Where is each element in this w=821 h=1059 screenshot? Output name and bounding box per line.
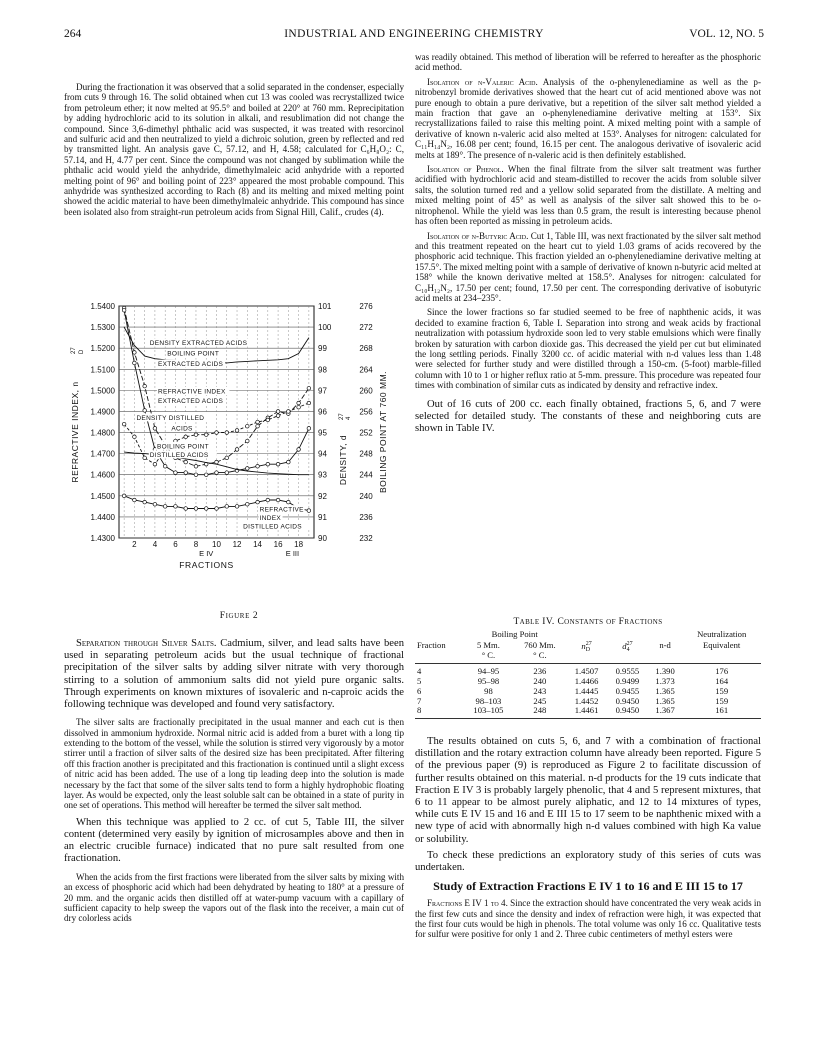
table-cell: 7 <box>417 695 422 706</box>
series-point <box>245 439 249 443</box>
series-point <box>276 462 280 466</box>
x-axis-label: FRACTIONS <box>179 560 234 570</box>
series-point <box>297 448 301 452</box>
series-point <box>194 433 198 437</box>
x-tick-label: 14 <box>253 540 263 549</box>
table-cell: 95–98 <box>477 676 500 687</box>
bp-tick-label: 260 <box>359 386 373 396</box>
th-760mm: 760 Mm. <box>524 639 556 650</box>
table-cell: 236 <box>533 666 547 677</box>
table-cell: 1.4445 <box>574 685 599 696</box>
series-point <box>204 433 208 437</box>
table-cell: 98–103 <box>475 695 502 706</box>
table-cell: 0.9450 <box>607 706 648 718</box>
series-point <box>184 460 188 464</box>
left-axis-label-sup: 27 <box>71 347 77 354</box>
left-tick-label: 1.5400 <box>90 302 115 311</box>
table-title: Table IV. Constants of Fractions <box>513 617 663 627</box>
table-cell: 1.4452 <box>574 695 599 706</box>
table-row <box>415 706 761 718</box>
series-point <box>266 498 270 502</box>
series-point <box>153 427 157 431</box>
x-tick-label: 18 <box>294 540 304 549</box>
table-cell: 1.4461 <box>566 706 607 718</box>
table-cell: 0.9455 <box>615 685 640 696</box>
table-cell: 98 <box>484 685 493 696</box>
series-point <box>307 427 311 431</box>
table-cell: 1.367 <box>648 706 683 718</box>
series-point <box>194 507 198 511</box>
left-axis-label-sub: D <box>79 349 85 354</box>
label-ri-distilled-1: REFRACTIVE <box>259 506 304 514</box>
series-point <box>204 507 208 511</box>
table-cell: 161 <box>682 706 761 718</box>
series-point <box>225 505 229 509</box>
series-point <box>215 471 219 475</box>
table-cell: 94–95 <box>477 666 500 677</box>
series-point <box>245 467 249 471</box>
bp-tick-label: 232 <box>359 534 373 543</box>
series-point <box>256 424 260 428</box>
series-point <box>194 473 198 477</box>
paragraph-results: The results obtained on cuts 5, 6, and 7 with a combination of fractional distillation and the rotary extraction column have already been reported. Figure 5 of the previous paper (9) is reproduced as Figure 2 to facilitate discussion of further results obtained on this material. n-d products for the 19 cuts indicate that Fraction E IV 3 is probably largely phenolic, that 4 and 5 represent mixtures, that 6 to 11 appear to be almost purely aliphatic, and 12 to 14 mixtures of types, while cuts E IV 15 and 16 and E III 15 to 17 seem to be naphthenic mixed with a new type of acid with abnormally high n-d values combined with high Ka value or solubility. <box>415 736 761 845</box>
paragraph-phenol: Isolation of Phenol. When the final filtrate from the silver salt treatment was further acidified with hydrochloric acid and steam-distilled to recover the acids from soluble silver salts, the solution turned red and a yellow solid separated from the distillate. A melting and mixed melting point of 45° as well as analysis of the silver salt showed this to be o-nitrophenol. While the yield was less than 0.5 gram, the result is interesting because phenol has often been reported as missing in petroleum acids. <box>415 164 761 227</box>
paragraph-butyric: Isolation of n-Butyric Acid. Cut 1, Table III, was next fractionated by the silver salt method and this treatment repeated on the heart cut to yield 1.03 grams of acids recovered by the phosphoric acid technique. This fraction yielded an o-phenylenediamine derivative melting at 157.5°. The mixed melting point with a sample of derivative of known n-butyric acid melted at 158° while the known derivative melted at 158.5°. Analyses for nitrogen: calculated for C₁₀H₁₂N₂, 17.50 per cent; found, 17.50 per cent. The corresponding derivative of isobutyric acid melts at 234–235°. <box>415 230 761 303</box>
series-point <box>184 507 188 511</box>
bp-tick-label: 240 <box>359 491 373 501</box>
th-unit-1: ° C. <box>463 651 513 663</box>
series-point <box>143 456 147 460</box>
label-density-distilled-2: ACIDS <box>171 425 193 433</box>
series-point <box>184 471 188 475</box>
series-point <box>215 431 219 435</box>
table-cell: 159 <box>715 695 729 706</box>
table-cell: 0.9555 <box>615 666 640 677</box>
series-point <box>287 410 291 414</box>
density-tick-label: 92 <box>318 491 327 501</box>
label-ri-distilled-3: DISTILLED ACIDS <box>243 523 302 531</box>
series-point <box>153 462 157 466</box>
th-refractive: $n^{27}$ D <box>581 640 592 653</box>
left-tick-label: 1.4500 <box>90 491 115 501</box>
density-tick-label: 97 <box>318 386 327 396</box>
density-axis-label: DENSITY, d <box>338 434 348 486</box>
table-cell: 4 <box>417 666 422 677</box>
left-tick-label: 1.4400 <box>90 512 115 522</box>
table-cell: 1.365 <box>655 695 675 706</box>
bp-tick-label: 256 <box>359 407 373 417</box>
series-point <box>235 429 239 433</box>
left-tick-label: 1.5300 <box>90 323 115 333</box>
table-iv-block <box>415 617 761 719</box>
series-point <box>276 410 280 414</box>
series-point <box>143 409 147 413</box>
series-point <box>133 435 137 439</box>
series-point <box>276 498 280 502</box>
left-tick-label: 1.4800 <box>90 428 115 438</box>
left-tick-label: 1.5200 <box>90 344 115 354</box>
left-column-bottom <box>64 638 404 928</box>
right-column-bottom <box>415 736 761 944</box>
table-cell: 1.4466 <box>574 676 599 687</box>
page-number: 264 <box>64 28 82 40</box>
th-unit-2: ° C. <box>514 651 567 663</box>
table-row <box>415 664 761 677</box>
label-density-extracted: DENSITY EXTRACTED ACIDS <box>149 340 248 348</box>
density-tick-label: 90 <box>318 534 327 543</box>
section-heading: Study of Extraction Fractions E IV 1 to 16 and E III 15 to 17 <box>433 879 743 894</box>
series-point <box>307 509 311 513</box>
th-boiling-point: Boiling Point <box>491 629 538 639</box>
x-tick-label: 12 <box>232 540 242 549</box>
run-in-head-valeric: Isolation of n-Valeric Acid. <box>427 76 538 87</box>
paragraph-silver-method: The silver salts are fractionally precipitated in the usual manner and each cut is then dissolved in ammonium hydroxide. Normal nitric acid is added from a buret with a long tip extending to the bottom of the vessel, while the solution is stirred very vigorously by a motor stirrer until a fraction of silver salts of the desired size has been precipitated. After filtering off this fraction another is precipitated and this fractionation is continued until a slight excess of nitric acid has been added. The use of a long tip leading deep into the solution is made necessary by the fact that some of the silver salts tend to form a highly hydrophobic floating layer. As would be expected, only the least soluble salt can be obtained in a state of purity in one set of operations. This method will hereafter be termed the silver salt method. <box>64 717 404 811</box>
table-cell: 1.4507 <box>574 666 599 677</box>
running-header <box>64 28 764 44</box>
table-cell: 0.9499 <box>615 676 640 687</box>
th-neutralization: Neutralization <box>697 629 747 639</box>
paragraph-continued: was readily obtained. This method of liberation will be referred to hereafter as the phosphoric acid method. <box>415 52 761 73</box>
label-bp-distilled-2: DISTILLED ACIDS <box>149 451 209 459</box>
right-column-top <box>415 52 761 439</box>
th-density: $d^{27}$ 4 <box>622 640 633 653</box>
table-iv <box>415 630 761 719</box>
paragraph-phosphoric: When the acids from the first fractions were liberated from the silver salts by mixing with an excess of phosphoric acid which had been dehydrated by heating to 180° at a pressure of 20 mm. and the organic acids then distilled off at water-pump vacuum with a capillary of sufficient capacity to help sweep the vapors out of the flask into the receiver, a main cut of dry colorless acids <box>64 871 404 924</box>
bp-tick-label: 252 <box>359 428 373 438</box>
table-cell: 240 <box>533 676 547 687</box>
x-tick-label: 6 <box>173 540 178 549</box>
series-point <box>143 384 147 388</box>
series-point <box>235 448 239 452</box>
th-5mm: 5 Mm. <box>476 639 500 650</box>
paragraph-cut-5: When this technique was applied to 2 cc. of cut 5, Table III, the silver content (determined very easily by ignition of microsamples above and then in an electric crucible furnace) indicated that no pure salt resulted from one fractionation. <box>64 816 404 865</box>
th-fraction: Fraction <box>417 639 446 650</box>
series-point <box>287 460 291 464</box>
bp-axis-label: BOILING POINT AT 760 MM. <box>378 370 388 494</box>
th-fraction-blank <box>415 630 463 640</box>
series-point <box>174 505 178 509</box>
paragraph-silver-salts: Separation through Silver Salts. Cadmium, silver, and lead salts have been used in separating petroleum acids but the usual technique of fractional precipitation of the silver salts by adding silver nitrate with very thorough stirring to a solution of ammonium salts did not yield pure organic salts. Through experiments on known mixtures of isovaleric and n-caproic acids the following technique was developed and found very satisfactory. <box>64 638 404 711</box>
paragraph-valeric: Isolation of n-Valeric Acid. Analysis of the o-phenylenediamine as well as the p-nitrobenzyl bromide derivatives showed that the heart cut of acid mentioned above was not pure enough to obtain a pure derivative, but a repetition of the silver salt method yielded a main fraction that gave an o-phenylenediamine derivative melting at 153°. Six recrystallizations failed to raise this melting point. A mixed melting point with a sample of derivative of known n-valeric acid also melted at 153°. Analyses for nitrogen: calculated for C₁₁H₁₄N₂, 16.08 per cent; found, 16.15 per cent. The analogous derivative of isovaleric acid melts at 189°. The presence of n-valeric acid is then definitely established. <box>415 76 762 160</box>
density-axis-label-sub: 4 <box>346 416 352 420</box>
table-cell: 1.373 <box>655 676 675 687</box>
bp-tick-label: 248 <box>359 449 373 459</box>
left-tick-label: 1.4700 <box>90 449 115 459</box>
series-point <box>204 473 208 477</box>
x-tick-label: 8 <box>193 540 199 549</box>
table-cell: 0.9450 <box>615 695 640 706</box>
series-point <box>194 464 198 468</box>
label-bp-extracted-1: BOILING POINT <box>167 350 220 358</box>
series-point <box>122 494 126 498</box>
series-point <box>307 386 311 390</box>
paragraph-anhydride: During the fractionation it was observed that a solid separated in the condenser, especially from cuts 9 through 16. The solid obtained when cut 13 was cooled was recrystallized twice from petroleum ether; it now melted at 95.5° and boiled at 220° at 760 mm. Reprecipitation by adding hydrochloric acid to its solution in alkali, and resublimation did not change the compound. Since 3,6-dimethyl phthalic acid was suspected, it was treated with resorcinol and sulfuric acid and then neutralized to yield a dichroic solution, green by reflected and red by transmitted light. An analysis gave C, 57.12, and H, 4.58; calculated for C₆H₈O₂: C, 57.14, and H, 4.77 per cent. Since the compound was not changed by sublimation while the phthalic acid would yield the anhydride, dimethylmaleic acid anhydride with a reported melting point of 96° and boiling point of 223° appeared the most probable compound. This anhydride was synthesized according to Rach (8) and its melting and mixed melting point showed the acidic material to have been dimethylmaleic anhydride. This compound has since been isolated also from straight-run petroleum acids from Signal Hill, Calif., crudes (4). <box>64 82 404 217</box>
series-point <box>122 422 126 426</box>
bp-tick-label: 272 <box>359 323 373 333</box>
table-cell: 6 <box>417 685 422 696</box>
label-ri-extracted-1: REFRACTIVE INDEX <box>158 388 226 396</box>
left-axis-label: REFRACTIVE INDEX, n <box>70 381 80 483</box>
table-cell: 103–105 <box>463 706 513 718</box>
figure-2-chart <box>64 296 434 596</box>
series-point <box>133 351 137 355</box>
series-point <box>143 500 147 504</box>
bp-tick-label: 268 <box>359 344 373 354</box>
table-cell: 8 <box>415 706 463 718</box>
table-cell: 1.390 <box>655 666 675 677</box>
table-cell: 159 <box>715 685 729 696</box>
th-nd: n-d <box>659 639 671 650</box>
paragraph-fractions-1-4: Fractions E IV 1 to 4. Since the extraction should have concentrated the very weak acids in the first few cuts and since the density and index of refraction were high, it was expected that the first four cuts would be high in phenols. The total volume was only 16 cc. Qualitative tests for sulfur were positive for only 1 and 2. Three cubic centimeters of methyl esters were <box>415 898 762 940</box>
label-density-distilled-1: DENSITY DISTILLED <box>136 414 205 422</box>
series-point <box>122 308 126 312</box>
series-point <box>133 361 137 365</box>
series-point <box>307 401 311 405</box>
series-point <box>225 431 229 435</box>
series-point <box>163 505 167 509</box>
series-point <box>245 502 249 506</box>
series-point <box>297 401 301 405</box>
series-point <box>235 505 239 509</box>
series-point <box>215 460 219 464</box>
density-tick-label: 100 <box>318 323 332 333</box>
series-point <box>287 500 291 504</box>
paragraph-check: To check these predictions an exploratory study of this series of cuts was undertaken. <box>415 849 761 874</box>
series-point <box>256 420 260 424</box>
bp-tick-label: 236 <box>359 512 373 522</box>
label-bp-extracted-2: EXTRACTED ACIDS <box>158 361 224 369</box>
label-ri-extracted-2: EXTRACTED ACIDS <box>158 398 224 406</box>
paragraph-naphthenic: Since the lower fractions so far studied seemed to be free of naphthenic acids, it was decided to examine fraction 6, Table I. Separation into strong and weak acids by fractional neutralization with potassium hydroxide soon led to very stable emulsions which were finally broken by saturation with carbon dioxide gas. This decreased the yield per cut but eliminated the long settling periods. Finally 3200 cc. of acidic material with n-d values less than 1.48 were selected for further study and were distilled through a 150-cm. (5-foot) marble-filled column with 10 to 1 or higher reflux ratio at 5-mm. pressure. This procedure was repeated four times with combination of similar cuts as indicated by density and refractive index. <box>415 307 761 391</box>
table-cell: 164 <box>715 676 729 687</box>
density-axis-label-sup: 27 <box>339 413 345 420</box>
left-tick-label: 1.4600 <box>90 470 115 480</box>
journal-title: INDUSTRIAL AND ENGINEERING CHEMISTRY <box>284 28 544 40</box>
x-tick-label: 2 <box>132 540 137 549</box>
left-tick-label: 1.5100 <box>90 365 115 375</box>
x-tick-label: 10 <box>212 540 221 549</box>
series-point <box>266 418 270 422</box>
bp-tick-label: 276 <box>359 302 373 311</box>
density-tick-label: 95 <box>318 428 327 438</box>
series-point <box>256 500 260 504</box>
figure-caption: Figure 2 <box>219 611 259 621</box>
series-point <box>225 471 229 475</box>
series-point <box>174 471 178 475</box>
bp-tick-label: 244 <box>359 470 373 480</box>
volume-issue: VOL. 12, NO. 5 <box>689 28 764 40</box>
paragraph-cuts: Out of 16 cuts of 200 cc. each finally obtained, fractions 5, 6, and 7 were selected for detailed study. The constants of these and neighboring cuts are shown in Table IV. <box>415 398 761 434</box>
left-column-top <box>64 82 404 221</box>
density-tick-label: 91 <box>318 512 327 522</box>
run-in-head-silver: Separation through Silver Salts. <box>76 638 217 649</box>
run-in-head-butyric: Isolation of n-Butyric Acid. <box>427 230 529 241</box>
series-point <box>276 414 280 418</box>
series-point <box>245 424 249 428</box>
table-cell: 176 <box>715 666 729 677</box>
table-cell: 245 <box>533 695 547 706</box>
density-tick-label: 96 <box>318 407 327 417</box>
series-point <box>133 498 137 502</box>
series-point <box>256 464 260 468</box>
series-point <box>184 435 188 439</box>
th-equivalent: Equivalent <box>703 639 741 650</box>
series-point <box>297 405 301 409</box>
left-tick-label: 1.4300 <box>90 534 115 543</box>
table-cell: 248 <box>514 706 567 718</box>
run-in-head-phenol: Isolation of Phenol. <box>427 164 504 175</box>
x-tick-label: 16 <box>273 540 283 549</box>
series-point <box>266 462 270 466</box>
bp-tick-label: 264 <box>359 365 373 375</box>
table-cell: 1.365 <box>655 685 675 696</box>
density-tick-label: 98 <box>318 365 327 375</box>
x-sub-label-eiii: E III <box>285 549 300 558</box>
left-tick-label: 1.5000 <box>90 386 115 396</box>
series-point <box>215 507 219 511</box>
series-point <box>163 464 167 468</box>
run-in-head-fractions: Fractions E IV 1 to 4. <box>427 898 508 909</box>
table-cell: 243 <box>533 685 547 696</box>
density-tick-label: 93 <box>318 470 327 480</box>
left-tick-label: 1.4900 <box>90 407 115 417</box>
density-tick-label: 99 <box>318 344 327 354</box>
x-sub-label-eiv: E IV <box>199 549 214 558</box>
label-bp-distilled-1: BOILING POINT <box>156 443 209 451</box>
density-tick-label: 94 <box>318 449 327 459</box>
x-tick-label: 4 <box>152 540 158 549</box>
series-point <box>225 456 229 460</box>
density-tick-label: 101 <box>318 302 332 311</box>
table-cell: 5 <box>417 676 422 687</box>
label-ri-distilled-2: INDEX <box>259 515 281 523</box>
series-point <box>153 502 157 506</box>
